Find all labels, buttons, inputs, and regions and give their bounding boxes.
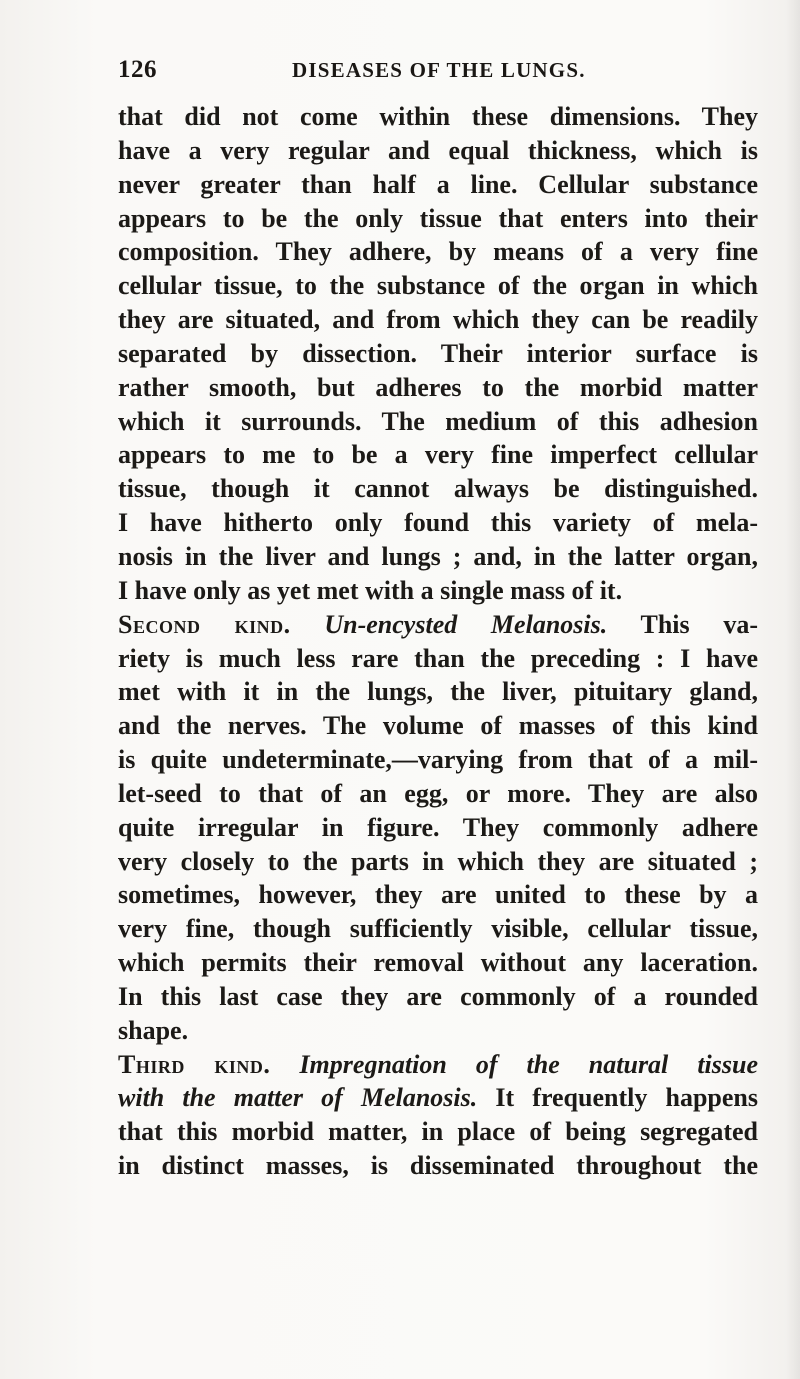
body-text [118,100,758,1183]
text-line: nosis in the liver and lungs ; and, in the latter organ, [118,541,758,571]
text-line: quite irregular in figure. They commonly adhere [118,812,758,842]
section-third-kind-line [118,1048,758,1082]
text-line: riety is much less rare than the preceding : I have [118,643,758,673]
text-line: very fine, though sufficiently visible, cellular tissue, [118,914,758,944]
text-line: in distinct masses, is disseminated throughout the [118,1151,758,1181]
section-second-kind-line [118,608,758,642]
text-run: This va- [640,609,758,639]
text-line: rather smooth, but adheres to the morbid matter [118,372,758,402]
text-line-paragraph-end: shape. [118,1015,189,1045]
section-title-second-kind: Un-encysted Melanosis. [324,609,608,639]
text-line: composition. They adhere, by means of a very fine [118,237,758,267]
text-line: and the nerves. The volume of masses of this kind [118,711,758,741]
text-line: separated by dissection. Their interior surface is [118,338,758,368]
text-line-paragraph-end: I have only as yet met with a single mass of it. [118,575,623,605]
text-line: let-seed to that of an egg, or more. They are also [118,778,758,808]
text-line: very closely to the parts in which they are situated ; [118,846,758,876]
text-line: never greater than half a line. Cellular substance [118,169,758,199]
section-title-third-kind-cont: with the matter of Melanosis. [118,1083,478,1113]
section-title-third-kind: Impregnation of the natural tissue [299,1049,759,1079]
text-run: It frequently happens [495,1083,758,1113]
text-line: appears to me to be a very fine imperfect cellular [118,440,758,470]
section-heading-third-kind: Third kind. [118,1049,271,1079]
text-line: they are situated, and from which they can be readily [118,305,758,335]
section-heading-second-kind: Second kind. [118,609,291,639]
text-line: that did not come within these dimensions. They [118,102,758,131]
text-line: In this last case they are commonly of a rounded [118,981,758,1011]
section-title-continuation-line [118,1081,758,1115]
text-line: is quite undeterminate,—varying from that of a mil- [118,745,758,775]
text-line: have a very regular and equal thickness, which is [118,135,758,165]
page-edge-shadow [786,0,800,1379]
text-line: I have hitherto only found this variety of mela- [118,508,758,538]
text-line: that this morbid matter, in place of being segregated [118,1117,758,1147]
text-line: sometimes, however, they are united to these by a [118,880,758,910]
text-line: cellular tissue, to the substance of the organ in which [118,271,758,301]
running-head: DISEASES OF THE LUNGS. [292,58,586,82]
text-line: met with it in the lungs, the liver, pituitary gland, [118,677,758,707]
text-line: which it surrounds. The medium of this adhesion [118,406,758,436]
text-line: tissue, though it cannot always be distinguished. [118,474,758,504]
page-number: 126 [118,56,157,83]
text-line: appears to be the only tissue that enters into their [118,203,758,233]
page-header [118,56,758,90]
text-line: which permits their removal without any laceration. [118,948,758,978]
